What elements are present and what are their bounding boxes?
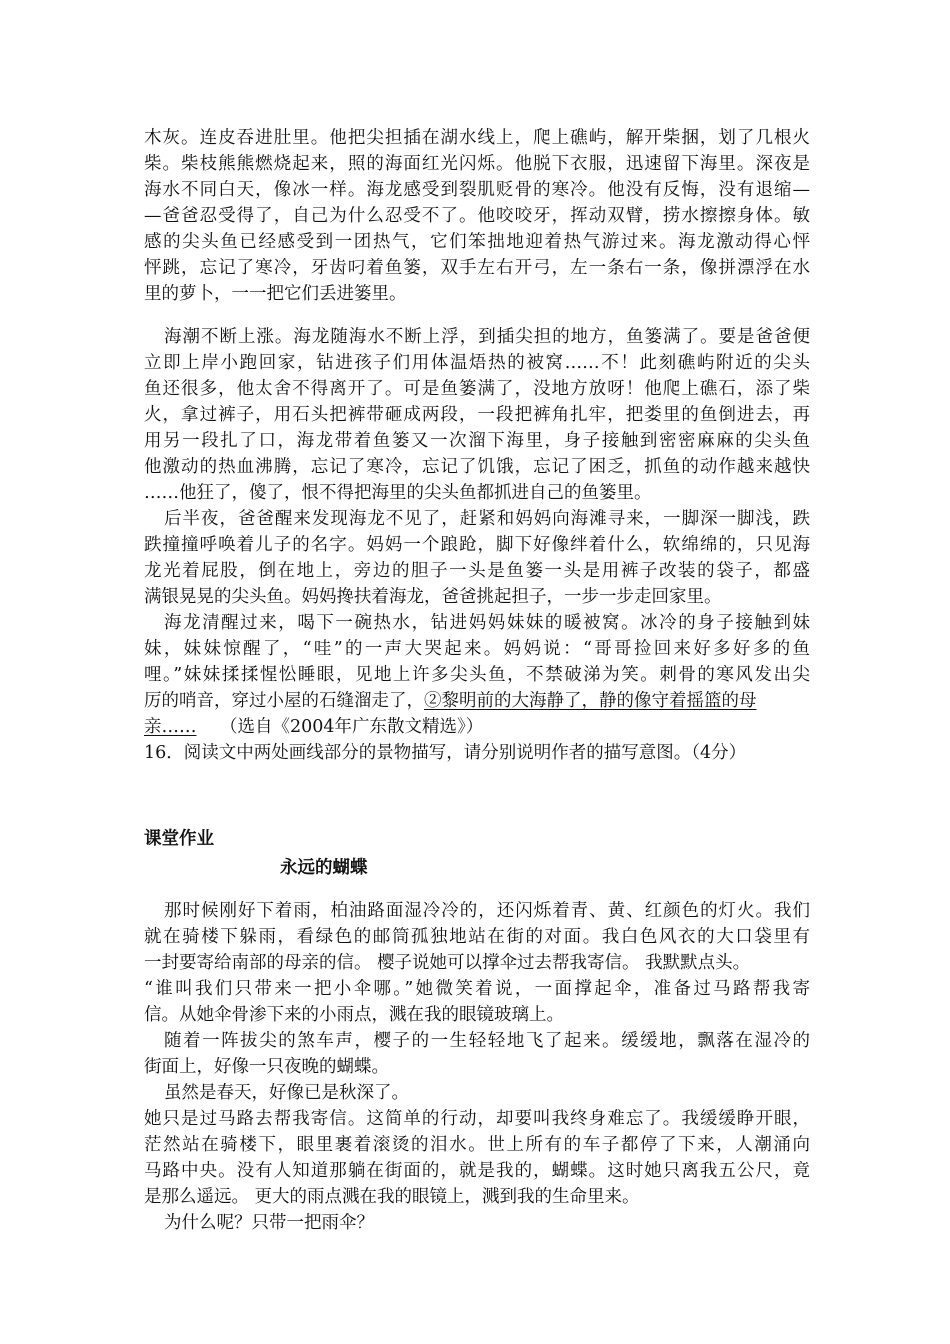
story-line: ……他狂了，傻了，恨不得把海里的尖头鱼都抓进自己的鱼篓里。 <box>144 483 652 503</box>
essay-line: 就在骑楼下躲雨，看绿色的邮筒孤独地站在街的对面。我白色风衣的大口袋里有 <box>144 927 810 947</box>
story-line: 里的萝卜，一一把它们丢进篓里。 <box>144 284 407 304</box>
essay-line: 那时候刚好下着雨，柏油路面湿冷冷的，还闪烁着青、黄、红颜色的灯火。我们 <box>164 901 810 921</box>
story-line: 木灰。连皮吞进肚里。他把尖担插在湖水线上，爬上礁屿，解开柴捆，划了几根火 <box>144 128 810 148</box>
story-line: 龙光着屁股，倒在地上，旁边的胆子一头是鱼篓一头是用裤子改装的袋子，都盛 <box>144 561 810 581</box>
story-line: —爸爸忍受得了，自己为什么忍受不了。他咬咬牙，挥动双臂，捞水擦擦身体。敏 <box>144 206 810 226</box>
essay-line: 是那么遥远。 更大的雨点溅在我的眼镜上，溅到我的生命里来。 <box>144 1187 640 1207</box>
story-line-source <box>144 714 810 740</box>
story-line: 厉的哨音，穿过小屋的石缝溜走了， <box>144 691 424 711</box>
story-line: 感的尖头鱼已经感受到一团热气，它们笨拙地迎着热气游过来。海龙激动得心怦 <box>144 232 810 252</box>
essay-line: 虽然是春天，好像已是秋深了。 <box>164 1083 409 1103</box>
essay-line: 随着一阵拔尖的煞车声，樱子的一生轻轻地飞了起来。缓缓地，飘落在湿冷的 <box>164 1031 810 1051</box>
essay-line: 她只是过马路去帮我寄信。这简单的行动，却要叫我终身难忘了。我缓缓睁开眼， <box>144 1109 810 1129</box>
essay-line: 马路中央。没有人知道那躺在街面的，就是我的，蝴蝶。这时她只离我五公尺，竟 <box>144 1161 810 1181</box>
section-heading: 课堂作业 <box>144 829 214 849</box>
story-line: 柴。柴枝熊熊燃烧起来，照的海面红光闪烁。他脱下衣服，迅速留下海里。深夜是 <box>144 154 810 174</box>
story-line: 怦跳，忘记了寒冷，牙齿叼着鱼篓，双手左右开弓，左一条右一条，像拼漂浮在水 <box>144 258 810 278</box>
essay-line: 信。从她伞骨渗下来的小雨点，溅在我的眼镜玻璃上。 <box>144 1005 564 1025</box>
essay-line: 为什么呢？只带一把雨伞？ <box>164 1213 374 1233</box>
story-line: 海潮不断上涨。海龙随海水不断上浮，到插尖担的地方，鱼篓满了。要是爸爸便 <box>164 327 810 347</box>
essay-line: 一封要寄给南部的母亲的信。 樱子说她可以撑伞过去帮我寄信。 我默默点头。 <box>144 953 751 973</box>
essay-line: 街面上，好像一只夜晚的蝴蝶。 <box>144 1057 389 1077</box>
story-line: 妹，妹妹惊醒了，“哇”的一声大哭起来。妈妈说：“哥哥捡回来好多好多的鱼 <box>144 639 810 659</box>
story-line: 立即上岸小跑回家，钻进孩子们用体温焐热的被窝……不！此刻礁屿附近的尖头 <box>144 353 810 373</box>
essay-title: 永远的蝴蝶 <box>280 858 368 878</box>
story-line-with-underline <box>144 688 810 714</box>
underlined-continuation: 亲…… <box>144 717 197 737</box>
story-line: 海水不同白天，像冰一样。海龙感受到裂肌贬骨的寒冷。他没有反悔，没有退缩— <box>144 180 810 200</box>
essay-line: 茫然站在骑楼下，眼里裹着滚烫的泪水。世上所有的车子都停了下来，人潮涌向 <box>144 1135 810 1155</box>
story-line: 火，拿过裤子，用石头把裤带砸成两段，一段把裤角扎牢，把娄里的鱼倒进去，再 <box>144 405 810 425</box>
story-line: 海龙清醒过来，喝下一碗热水，钻进妈妈妹妹的暖被窝。冰冷的身子接触到妹 <box>164 613 810 633</box>
story-line: 他激动的热血沸腾，忘记了寒冷，忘记了饥饿，忘记了困乏，抓鱼的动作越来越快 <box>144 457 810 477</box>
story-line: 后半夜，爸爸醒来发现海龙不见了，赶紧和妈妈向海滩寻来，一脚深一脚浅，跌 <box>164 509 810 529</box>
story-line: 跌撞撞呼唤着儿子的名字。妈妈一个踉跄，脚下好像绊着什么，软绵绵的，只见海 <box>144 535 810 555</box>
story-line: 哩。”妹妹揉揉惺忪睡眼，见地上许多尖头鱼，不禁破涕为笑。刺骨的寒风发出尖 <box>144 665 810 685</box>
essay-line: “谁叫我们只带来一把小伞哪。”她微笑着说，一面撑起伞，准备过马路帮我寄 <box>144 979 810 999</box>
story-line: 用另一段扎了口，海龙带着鱼篓又一次溜下海里，身子接触到密密麻麻的尖头鱼 <box>144 431 810 451</box>
underlined-scenery-description: ②黎明前的大海静了，静的像守着摇篮的母 <box>424 691 757 711</box>
source-note: （选自《2004年广东散文精选》） <box>220 717 484 737</box>
story-line: 满银晃晃的尖头鱼。妈妈搀扶着海龙，爸爸挑起担子，一步一步走回家里。 <box>144 587 722 607</box>
story-line: 鱼还很多，他太舍不得离开了。可是鱼篓满了，没地方放呀！他爬上礁石，添了柴 <box>144 379 810 399</box>
question-16: 16．阅读文中两处画线部分的景物描写，请分别说明作者的描写意图。（4分） <box>144 743 747 763</box>
